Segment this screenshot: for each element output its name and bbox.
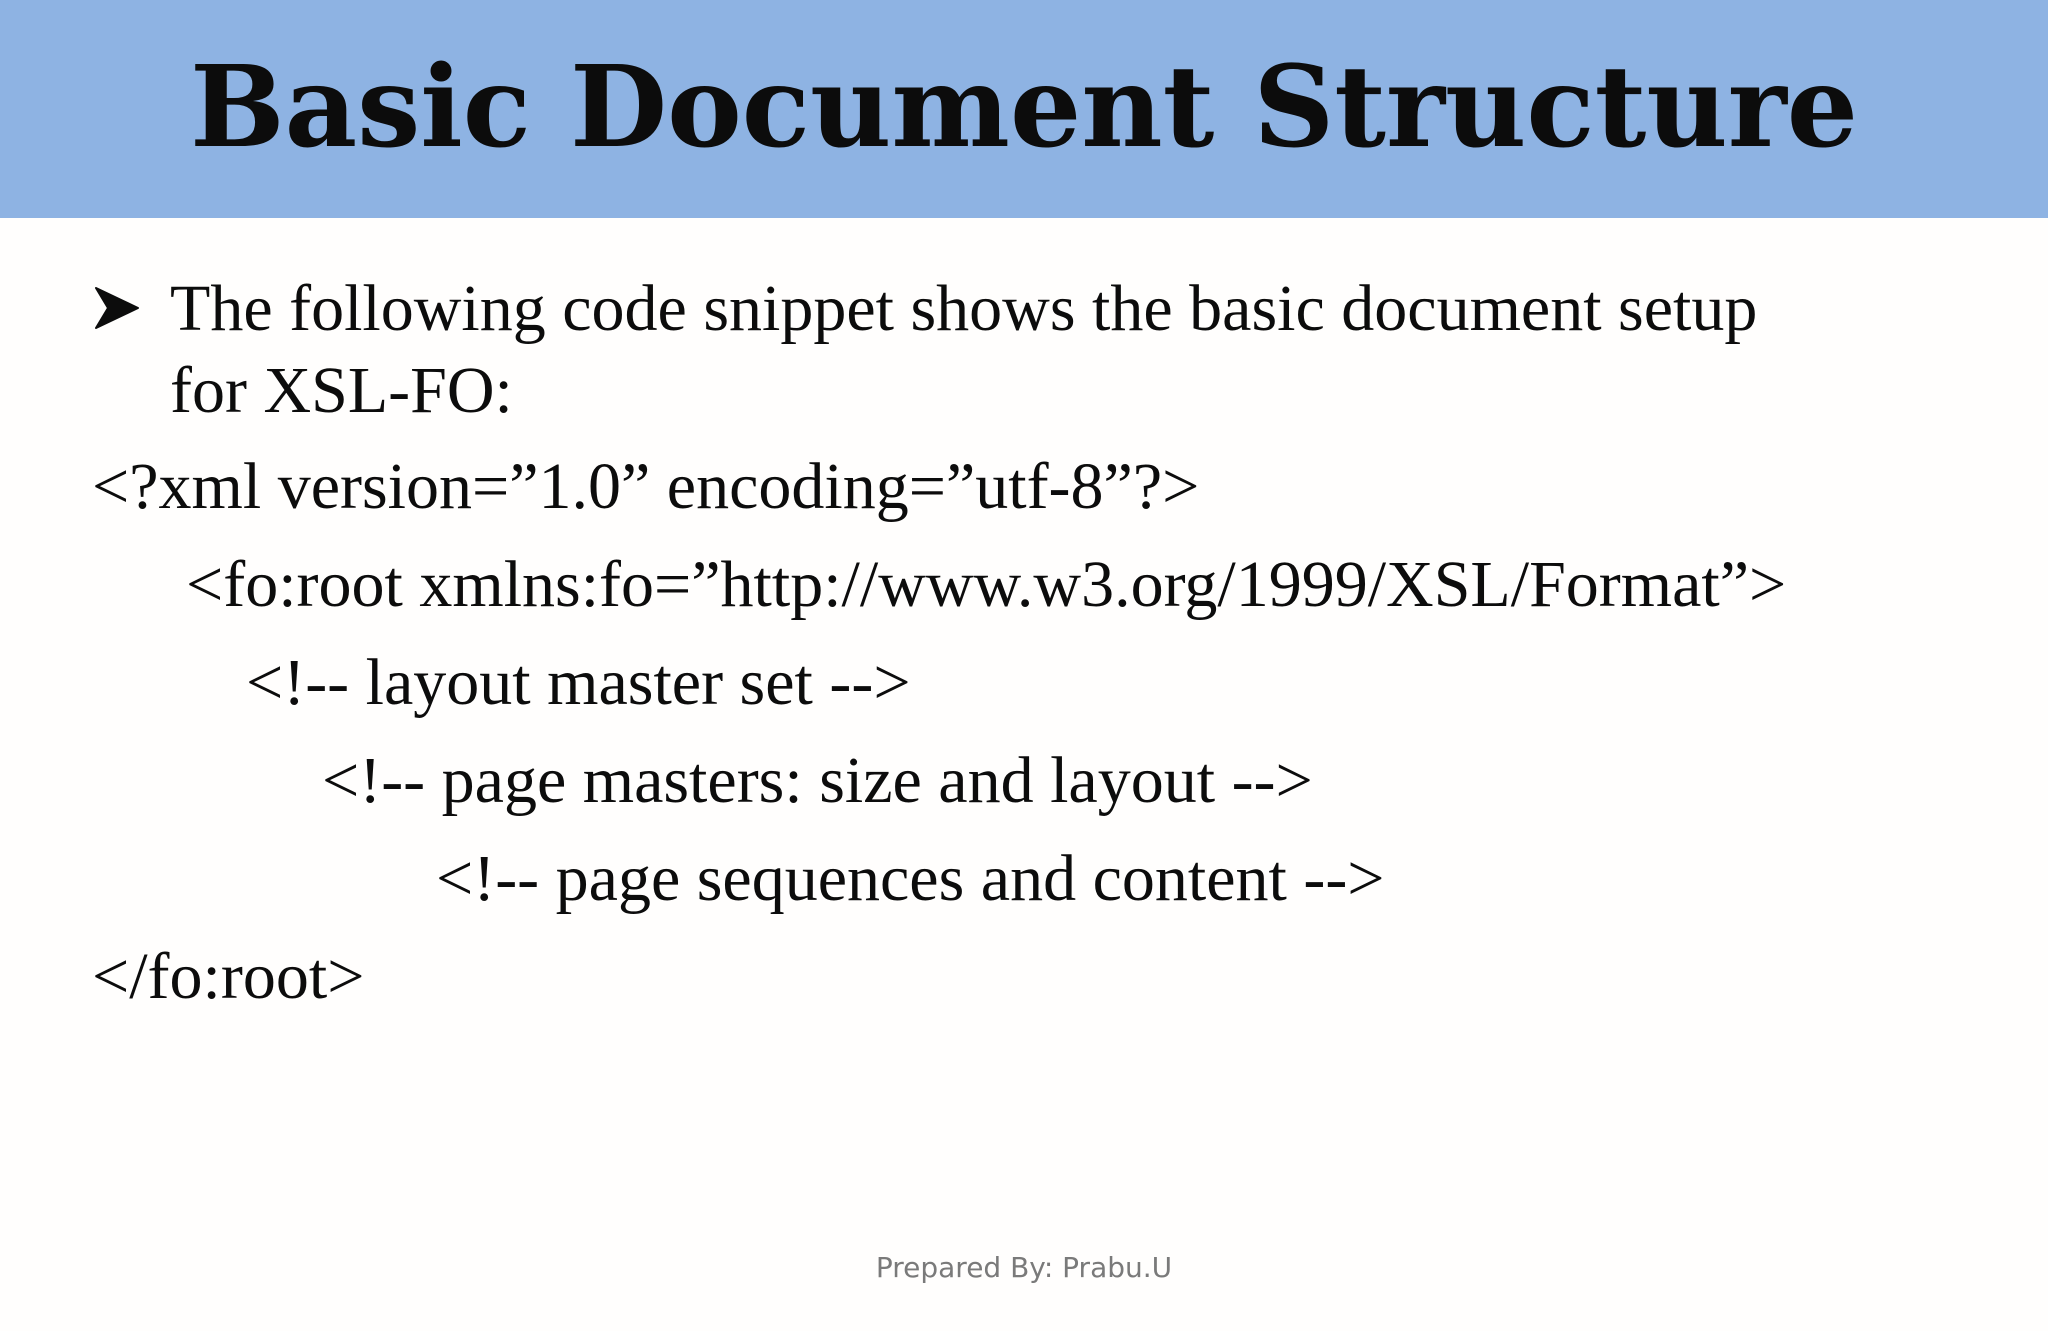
code-line-fo-root-close: </fo:root> — [92, 940, 365, 1013]
code-line-layout-master-set: <!-- layout master set --> — [246, 646, 911, 719]
bullet-text: The following code snippet shows the basic document setup for XSL-FO: — [170, 272, 1758, 427]
code-line-page-masters: <!-- page masters: size and layout --> — [322, 744, 1313, 817]
code-line-xml-declaration: <?xml version=”1.0” encoding=”utf-8”?> — [92, 450, 1200, 523]
title-bar — [0, 0, 2048, 218]
footer-credit: Prepared By: Prabu.U — [875, 1251, 1173, 1284]
code-line-page-sequences: <!-- page sequences and content --> — [436, 842, 1385, 915]
slide-title: Basic Document Structure — [189, 42, 1859, 173]
code-line-fo-root-open: <fo:root xmlns:fo=”http://www.w3.org/1999/XSL/Format”> — [186, 548, 1787, 621]
arrowhead-bullet-icon — [92, 268, 152, 348]
